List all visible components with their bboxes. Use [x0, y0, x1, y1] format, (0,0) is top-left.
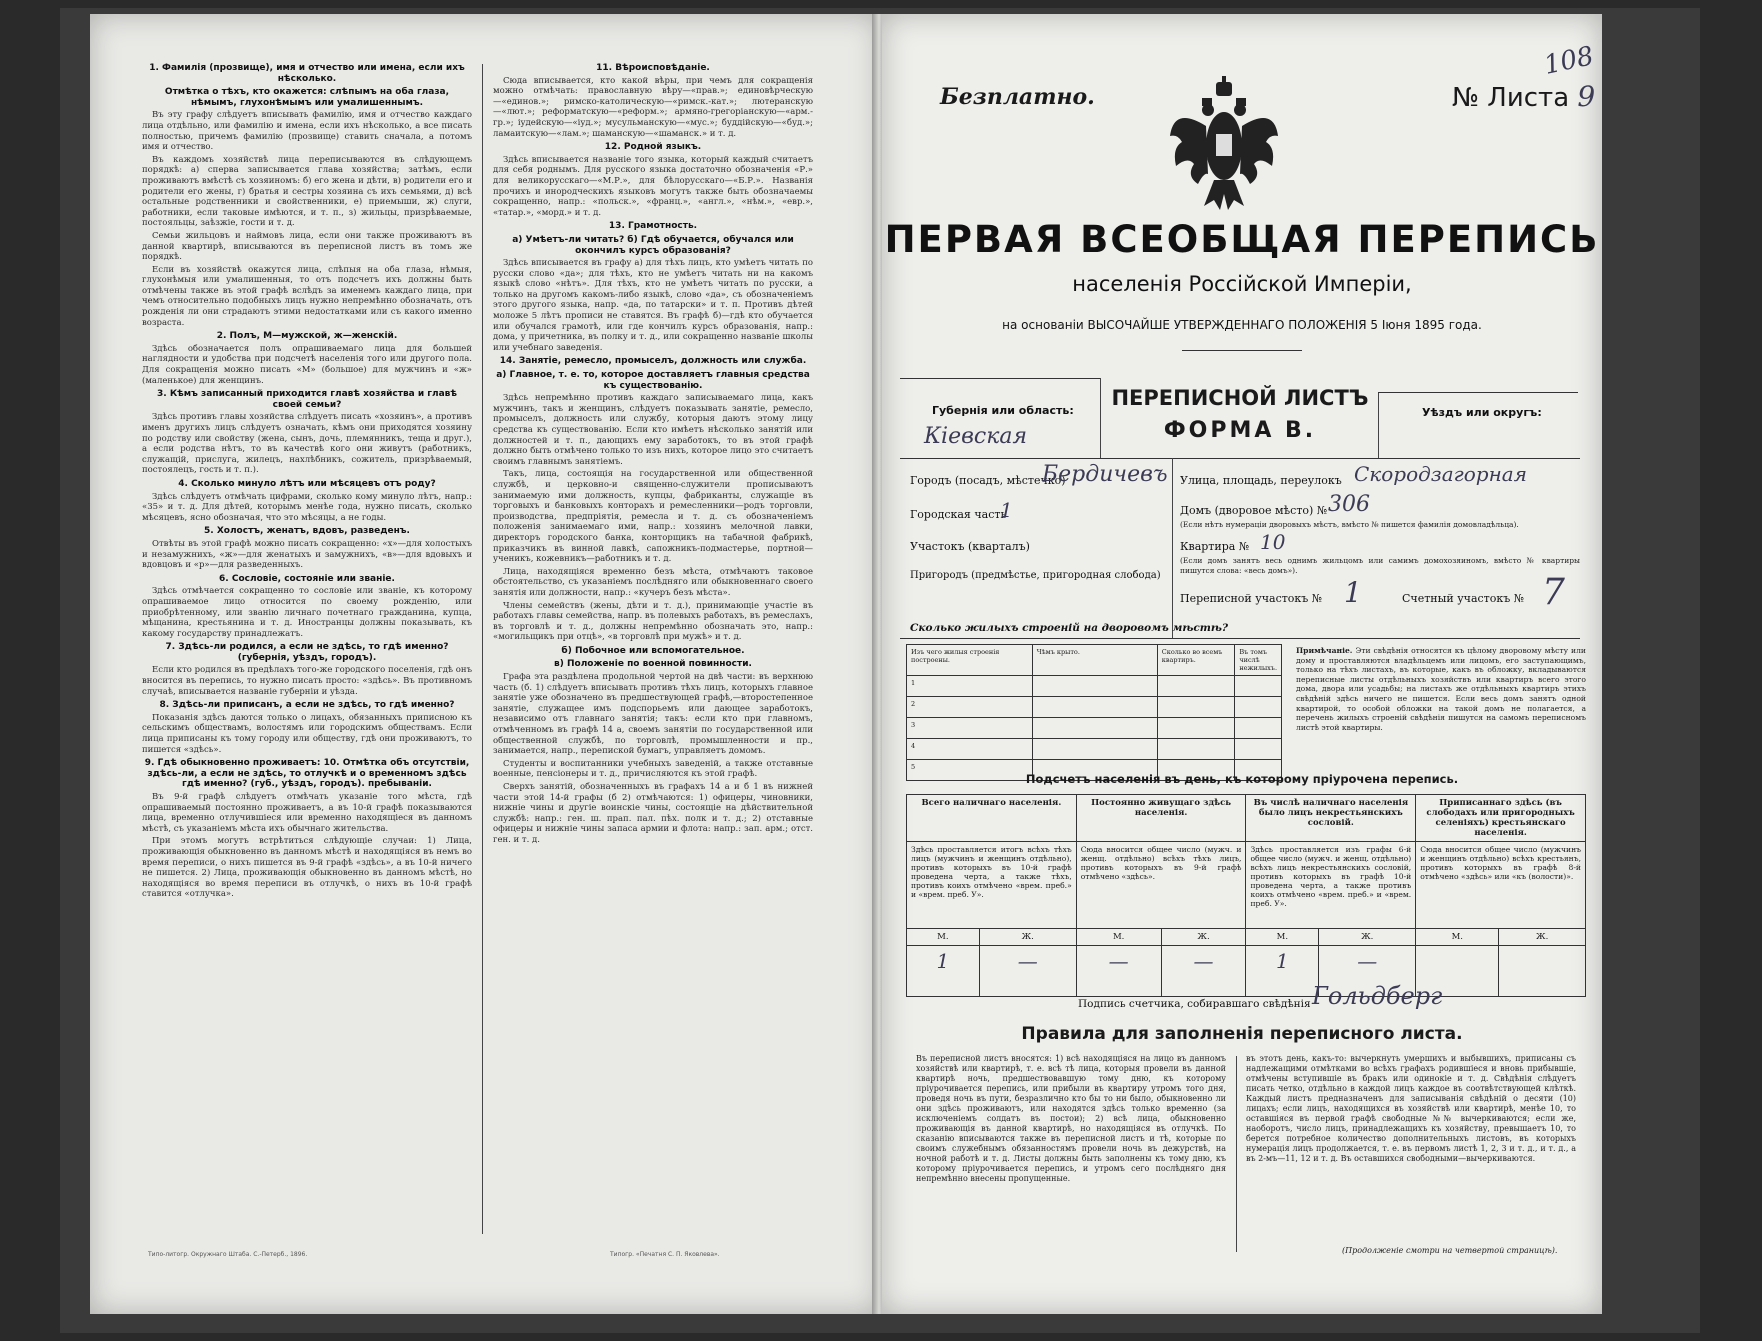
population-title: Подсчетъ населенія въ день, къ которому пріурочена перепись.: [1025, 772, 1459, 786]
paragraph: Здѣсь вписывается въ графу а) для тѣхъ лицъ, кто умѣетъ читать по русски слово «да»; для тѣхъ, кто не умѣетъ читать ни на какомъ языкѣ слово «нѣтъ». Для тѣхъ, кто не умѣетъ читать по русски, а только на другомъ какомъ-либо языкѣ, слово «да», съ обозначеніемъ этого другого языка, напр. «да, по татарски» и т. п. Противъ дѣтей моложе 5 лѣтъ прописи не ставятся. Въ графѣ б)—гдѣ кто обучается или обучался грамотѣ, или где кончилъ курсъ образованія, напр.: дома, у причетника, въ полку и т. д., или сокращенно названіе школы или учебнаго заведенія.: [493, 258, 813, 353]
section-heading: 6. Сословіе, состояніе или званіе.: [219, 573, 395, 584]
paragraph: Если въ хозяйствѣ окажутся лица, слѣпыя на оба глаза, нѣмыя, глухонѣмыя или умалишенныя, то отъ подсчетъ ихъ должны быть отмѣчены также въ этой графѣ вслѣдъ за именемъ каждаго лица, при чемъ относительно подобныхъ лицъ нужно непремѣнно обозначать, отъ рожденія ли они страдаютъ этими недостатками или съ какого именно возраста.: [142, 264, 472, 328]
instructions-column-2: [493, 60, 813, 1240]
census-subtitle: населенія Россійской Имперіи,: [1072, 272, 1412, 296]
house-note: (Если нѣтъ нумераціи дворовыхъ мѣстъ, вмѣсто № пишется фамилія домовладѣльца).: [1180, 520, 1519, 529]
paragraph: Сверхъ занятій, обозначенныхъ въ графахъ 14 а и б 1 въ нижней части этой 14-й графы (б 2) отмѣчаются: 1) офицеры, чиновники, нижніе чины и другіе воинскіе чины, состоящіе на дѣйствительной службѣ: напр.: ген. ш. прап. пал. пѣх. полк и т. д.; 2) отставные офицеры и нижніе чины запаса армии и флота: напр.: зап. арм.; отст. ген. и т. д.: [493, 782, 813, 845]
paragraph: Семьи жильцовъ и наймовъ лица, если они также проживаютъ въ данной квартирѣ, вписываются въ переписной листъ въ томъ же порядкѣ.: [142, 230, 472, 263]
f-label: Ж.: [1499, 929, 1586, 946]
pop-noncrest-f: —: [1319, 946, 1416, 997]
header-bottom-rule: [900, 458, 1580, 459]
table-row: [907, 718, 1282, 739]
table-cell: [1032, 739, 1157, 760]
paragraph: Члены семействъ (жены, дѣти и т. д.), принимающіе участіе въ работахъ главы семейства, напр. въ полевыхъ работахъ, въ ремеслахъ, въ торговлѣ и т. д., должны непремѣнно обозначать это, напр.: «могильщикъ при отцѣ», «в торговлѣ при мужѣ» и т. д.: [493, 600, 813, 643]
address-bottom-rule: [900, 638, 1580, 639]
left-footer-imprint: Типо-литогр. Окружнаго Штаба. С.-Петерб., 1896.: [148, 1251, 308, 1258]
signature-value: Гольдберг: [1312, 982, 1443, 1010]
paragraph: При этомъ могутъ встрѣтиться слѣдующіе случаи: 1) Лица, проживающія обыкновенно въ данномъ мѣстѣ и находящіяся въ немъ во время переписи, о нихъ пишется въ 9-й графѣ «здѣсь», а въ 10-й ничего не пишется. 2) Лица, проживающія обыкновенно въ данномъ мѣстѣ, но находящіяся во время переписи въ отлучкѣ, о нихъ въ 10-й графѣ ставится «отлучка».: [142, 836, 472, 900]
pop-col-crest-desc: Сюда вносится общее число (мужчинъ и женщинъ отдѣльно) всѣхъ крестьянъ, противъ которыхъ въ графѣ 8-й отмѣчено «здѣсь» или «къ (волости)».: [1416, 842, 1586, 929]
street-value: Скородзагорная: [1354, 462, 1527, 486]
apartment-label: Квартира №: [1180, 540, 1250, 553]
section-heading: в) Положеніе по военной повинности.: [554, 659, 752, 670]
address-divider: [1172, 458, 1173, 638]
province-label: Губернія или область:: [932, 404, 1074, 417]
paragraph: Въ эту графу слѣдуетъ вписывать фамилію, имя и отчество каждаго лица отдѣльно, или фамилію и имена, если ихъ нѣсколько, а все писать полностью, причемъ фамилію (прозвище) ставить сначала, а потомъ имя и отчество.: [142, 110, 472, 153]
pop-crest-f: [1499, 946, 1586, 997]
sheet-title: ПЕРЕПИСНОЙ ЛИСТЪ: [1111, 386, 1369, 410]
bld-col-roof: Чѣмъ крыто.: [1032, 645, 1157, 676]
row-number: 4: [907, 739, 1033, 760]
f-label: Ж.: [979, 929, 1076, 946]
city-part-label: Городская часть: [910, 508, 1007, 521]
pop-permanent-m: —: [1076, 946, 1161, 997]
section-heading: 5. Холостъ, женатъ, вдовъ, разведенъ.: [204, 526, 410, 537]
paragraph: Здѣсь обозначается полъ опрашиваемаго лица для большей наглядности и удобства при подсчетѣ населенія того или другого пола. Для сокращенія можно писать «М» (большое) для мужчинъ и «ж» (маленькое) для женщинъ.: [142, 343, 472, 386]
column-divider: [482, 64, 483, 1234]
note-title: Примѣчаніе.: [1296, 646, 1353, 655]
m-label: М.: [907, 929, 980, 946]
double-headed-eagle-icon: [1164, 76, 1284, 216]
street-label: Улица, площадь, переулокъ: [1180, 474, 1342, 487]
pop-permanent-f: —: [1161, 946, 1246, 997]
table-cell: [1032, 718, 1157, 739]
section-heading: б) Побочное или вспомогательное.: [561, 645, 745, 656]
table-cell: [1235, 676, 1282, 697]
city-label: Городъ (посадъ, мѣстечко): [910, 474, 1066, 487]
table-cell: [1157, 697, 1235, 718]
buildings-header-row: [907, 645, 1282, 676]
m-label: М.: [1076, 929, 1161, 946]
rules-left-column: Въ переписной листъ вносятся: 1) всѣ находящіяся на лицо въ данномъ хозяйствѣ или квартирѣ, т. е. всѣ тѣ лица, которыя провели въ данной квартирѣ ночь, предшествовавшую тому дню, къ которому пріурочивается перепись, или прибыли въ квартиру утромъ того дня, проведя ночь въ пути, безразлично кто бы то ни было, обыкновенно ли они здѣсь проживаютъ, или находятся здѣсь только временно (за исключеніемъ солдатъ въ постои); 2) всѣ лица, обыкновенно проживающія въ данной квартирѣ, но находящіяся въ отлучкѣ. По сказанію вписываются также въ переписной листъ и тѣ, которые по своимъ служебнымъ обязанностямъ провели ночь въ дежурствѣ, на ночной работѣ и т. д. Листы должны быть заполнены къ тому дню, къ которому пріурочивается перепись, и утромъ сего послѣдняго дня непремѣнно внесены пропущенные.: [916, 1054, 1226, 1183]
section-heading: 11. Вѣроисповѣданіе.: [596, 63, 710, 73]
rules-divider: [1236, 1056, 1237, 1252]
count-precinct-label: Счетный участокъ №: [1402, 592, 1525, 605]
right-footer-imprint: Типогр. «Печатня С. П. Яковлева».: [610, 1251, 720, 1258]
buildings-table: [906, 644, 1282, 781]
paragraph: Здѣсь непремѣнно противъ каждаго записываемаго лица, какъ мужчинъ, такъ и женщинъ, слѣдуетъ показывать занятіе, ремесло, промыселъ, должность или службу, которыя даютъ этому лицу средства къ существованію. Если кто имѣетъ нѣсколько занятій или должностей и т. п., дающихъ ему заработокъ, то въ этой графѣ должно быть отмѣчено только то изъ нихъ, которое лицо это считаетъ своимъ главнымъ занятіемъ.: [493, 393, 813, 467]
city-value: Бердичевъ: [1042, 462, 1168, 487]
paragraph: Если кто родился въ предѣлахъ того-же городского поселенія, гдѣ онъ вносится въ перепись, то нужно писать просто: «здѣсь». Въ противномъ случаѣ, вписывается названіе губерніи и уѣзда.: [142, 665, 472, 697]
table-cell: [1032, 697, 1157, 718]
row-number: 5: [907, 760, 1033, 781]
table-cell: [1157, 676, 1235, 697]
paragraph: Лица, находящіяся временно безъ мѣста, отмѣчаютъ таковое обстоятельство, съ указаніемъ послѣдняго или обыкновеннаго своего занятія или должности, напр.: «кучеръ безъ мѣста».: [493, 566, 813, 598]
note-text: Эти свѣдѣнія относятся къ цѣлому дворовому мѣсту или дому и проставляются владѣльцемъ или лицомъ, его заступающимъ, только на тѣхъ листахъ, въ которые, какъ въ обложку, вкладываются переписные листы отдѣльныхъ хозяйствъ или квартиръ всего этого дома, двора или усадьбы; на листахъ же отдѣльныхъ квартиръ этихъ свѣдѣній здѣсь ничего не пишется. Если весь домъ занятъ одной квартирой, то особой обложки на такой домъ не полагается, а перечень жилыхъ строеній свѣдѣнія пишутся на самомъ переписномъ листѣ этой квартиры.: [1296, 646, 1586, 732]
pop-noncrest-m: 1: [1246, 946, 1319, 997]
table-cell: [1157, 739, 1235, 760]
continued-note: (Продолженіе смотри на четвертой страницѣ).: [1342, 1246, 1558, 1255]
f-label: Ж.: [1161, 929, 1246, 946]
paragraph: Такъ, лица, состоящія на государственной или общественной службѣ, и церковно-и священно-служители прописываютъ занимаемую ими должность, купцы, фабриканты, служащіе въ торговыхъ и банковыхъ конторахъ и ремесленники—родъ торговли, производства, предпріятія, ремесла и т. д. съ обозначеніемъ положенія занимаемаго ими, напр.: хозяинъ мелочной лавки, директоръ городского банка, конторщикъ на табачной фабрикѣ, приказчикъ въ винной лавкѣ, сапожникъ-подмастерье, портной—ученикъ, кожевникъ—работникъ и т. д.: [493, 469, 813, 565]
apartment-value: 10: [1260, 530, 1286, 554]
section-heading: 7. Здѣсь-ли родился, а если не здѣсь, то гдѣ именно? (губернія, уѣздъ, городъ).: [165, 642, 449, 663]
title-rule: [1182, 350, 1302, 351]
section-heading: а) Умѣетъ-ли читать? б) Гдѣ обучается, обучался или окончилъ курсъ образованія?: [512, 234, 794, 256]
paragraph: Сюда вписывается, кто какой вѣры, при чемъ для сокращенія можно отмѣчать: православную вѣру—«прав.»; единовѣрческую—«единов.»; римско-католическую—«римск.-кат.»; лютеранскую—«лют.»; реформатскую—«реформ.»; армяно-грегоріанскую—«арм.-гр.»; іудейскую—«іуд.»; мусульманскую—«мус.»; буддійскую—«буд.»; ламаитскую—«лам.»; шаманскую—«шаманск.» и т. д.: [493, 75, 813, 139]
buildings-note: [1296, 646, 1586, 732]
section-heading: а) Главное, т. е. то, которое доставляетъ главныя средства къ существованію.: [496, 370, 810, 391]
left-page: [90, 14, 880, 1314]
pop-col-crest-head: Приписаннаго здѣсь (въ слободахъ или пригородныхъ селеніяхъ) крестьянскаго населенія.: [1416, 795, 1586, 842]
section-heading: 12. Родной языкъ.: [604, 142, 702, 153]
form-top-rule-right: [1378, 392, 1578, 393]
paragraph: Здѣсь противъ главы хозяйства слѣдуетъ писать «хозяинъ», а противъ именъ другихъ лицъ слѣдуетъ означать, кѣмъ они приходятся хозяину по родству или свойству (жена, сынъ, дочь, племянникъ, теща и друг.), а если родства нѣтъ, то въ качествѣ кого они живутъ (работникъ, служащій, прислуга, жилецъ, нахлѣбникъ, сожитель, призрѣваемый, постоялецъ, гость и т. п.).: [142, 412, 472, 476]
city-part-value: 1: [1000, 498, 1013, 522]
apartment-note: (Если домъ занятъ весь однимъ жильцомъ или самимъ домохозяиномъ, вмѣсто № квартиры пишутся слова: «весь домъ»).: [1180, 556, 1580, 575]
census-precinct-value: 1: [1344, 576, 1362, 609]
row-number: 1: [907, 676, 1033, 697]
pop-col-noncrest-head: Въ числѣ наличнаго населенія было лицъ некрестьянскихъ сословій.: [1246, 795, 1416, 842]
population-count-table: [906, 794, 1586, 997]
bld-col-nonresidential: Въ томъ числѣ нежилыхъ.: [1235, 645, 1282, 676]
pop-col-total-head: Всего наличнаго населенія.: [907, 795, 1077, 842]
right-page: [882, 14, 1602, 1314]
pop-total-m: 1: [907, 946, 980, 997]
section-heading: 4. Сколько минуло лѣтъ или мѣсяцевъ отъ роду?: [178, 478, 436, 489]
sheet-number-label: № Листа: [1452, 83, 1570, 113]
m-label: М.: [1246, 929, 1319, 946]
rules-right-column: въ этотъ день, какъ-то: вычеркнуть умершихъ и выбывшихъ, приписаны съ надлежащими отмѣтками во всѣхъ графахъ родившіеся и вновь прибывшіе, отмѣчены вступившіе въ бракъ или одинокіе и т. д. Свѣдѣнія слѣдуетъ писать четко, отдѣльно в каждой лицъ каждое въ соотвѣтствующей клѣткѣ. Каждый листъ предназначенъ для записыванія свѣдѣній о десяти (10) лицахъ; если лицъ, находящихся въ хозяйствѣ или квартирѣ, менѣе 10, то оставшіяся въ первой графѣ свободные №№ вычеркиваются; если же, наоборотъ, число лицъ, принадлежащихъ къ хозяйству, превышаетъ 10, то берется потребное количество дополнительныхъ листовъ, въ которыхъ нумерація лицъ продолжается, т. е. въ первомъ листѣ 1, 2, 3 и т. д., и т. д., а въ 2-мъ—11, 12 и т. д. Въ оставшихся свободными—вычеркиваются.: [1246, 1054, 1576, 1163]
paragraph: Здѣсь слѣдуетъ отмѣчать цифрами, сколько кому минуло лѣтъ, напр.: «35» и т. д. Для дѣтей, которымъ менѣе года, нужно писать, сколько мѣсяцевъ, ясно обозначая, что это мѣсяцы, а не годы.: [142, 491, 472, 523]
table-row: [907, 697, 1282, 718]
form-label: ФОРМА В.: [1163, 418, 1317, 443]
paragraph: Въ 9-й графѣ слѣдуетъ отмѣчать указаніе того мѣста, гдѣ опрашиваемый постоянно проживаетъ, а въ 10-й графѣ показываются лица, временно отлучившіеся или временно находящіеся въ данномъ мѣстѣ, съ указаніемъ мѣста ихъ обычнаго жительства.: [142, 792, 472, 834]
pop-col-noncrest-desc: Здѣсь проставляется изъ графы 6-й общее число (мужч. и женщ. отдѣльно) всѣхъ лицъ некрестьянскихъ сословій, противъ которыхъ въ графѣ 10-й проведена черта, а также противъ коихъ отмѣчено «врем. преб.» и «врем. преб. У».: [1246, 842, 1416, 929]
census-title: ПЕРВАЯ ВСЕОБЩАЯ ПЕРЕПИСЬ: [884, 218, 1600, 261]
table-row: [907, 676, 1282, 697]
pop-total-f: —: [979, 946, 1076, 997]
bld-col-material: Изъ чего жилыя строенія построены.: [907, 645, 1033, 676]
section-heading: 9. Гдѣ обыкновенно проживаетъ: 10. Отмѣтка объ отсутствіи, здѣсь-ли, а если не здѣсь, то отлучкѣ и о временномъ здѣсь гдѣ именно? (губ., уѣздъ, городъ). пребываніи.: [144, 758, 470, 790]
table-cell: [1235, 739, 1282, 760]
pop-col-total-desc: Здѣсь проставляется итогъ всѣхъ тѣхъ лицъ (мужчинъ и женщинъ отдѣльно), противъ которыхъ въ 10-й графѣ проведена черта, а также тѣхъ, противъ коихъ отмѣчено «врем. преб.» и «врем. преб. У».: [907, 842, 1077, 929]
table-cell: [1235, 697, 1282, 718]
pop-header-row: [907, 795, 1586, 842]
pop-col-permanent-head: Постоянно живущаго здѣсь населенія.: [1076, 795, 1246, 842]
paragraph: Графа эта раздѣлена продольной чертой на двѣ части: въ верхнюю часть (б. 1) слѣдуетъ вписывать противъ тѣхъ лицъ, которыхъ главное занятіе уже обозначено въ предшествующей графѣ,—второстепенное занятіе, служащее имъ подспорьемъ или дающее заработокъ, независимо отъ главнаго занятія; такъ: если кто при главномъ, отмѣченномъ въ графѣ 14 а, своемъ занятіи по государственной или общественной службѣ, по торговлѣ, промышленности и пр., занимается, напр., перепиской бумагъ, управляетъ домомъ.: [493, 672, 813, 757]
pop-values-row: [907, 946, 1586, 997]
instructions-column-1: [142, 60, 472, 1240]
pop-desc-row: [907, 842, 1586, 929]
rules-title: Правила для заполненія переписного листа.: [1021, 1024, 1463, 1044]
paragraph: Показанія здѣсь даются только о лицахъ, обязанныхъ приписною къ сельскимъ обществамъ, волостямъ или городскимъ обществамъ. Если лица приписаны къ тому городу или обществу, гдѣ они проживаютъ, то пишется «здѣсь».: [142, 712, 472, 755]
signature-label: Подпись счетчика, собиравшаго свѣдѣнія: [1078, 998, 1311, 1010]
section-heading: 2. Полъ, М—мужской, ж—женскій.: [216, 331, 398, 342]
form-left-divider: [1100, 378, 1101, 458]
count-precinct-value: 7: [1542, 572, 1565, 613]
census-basis: на основаніи ВЫСОЧАЙШЕ УТВЕРЖДЕННАГО ПОЛОЖЕНІЯ 5 Іюня 1895 года.: [1002, 318, 1482, 332]
section-heading: 3. Кѣмъ записанный приходится главѣ хозяйства и главѣ своей семьи?: [157, 389, 457, 410]
paragraph: Здѣсь отмѣчается сокращенно то сословіе или званіе, къ которому опрашиваемое лицо относится по своему рожденію, или приобрѣтенному, или званію личнаго почетнаго гражданина, купца, мѣщанина, крестьянина и т. д. Иностранцы должны показывать, къ какому государству принадлежатъ.: [142, 586, 472, 639]
free-label: Безплатно.: [940, 84, 1095, 110]
paragraph: Здѣсь вписывается названіе того языка, который каждый считаетъ для себя роднымъ. Для русского языка достаточно обозначенія «Р.» для великорусскаго—«М.Р.», для бѣлорусскаго—«Б.Р.». Названія прочихъ и инородческихъ языковъ могутъ также быть обозначаемы сокращенно, напр.: «польск.», «франц.», «англ.», «нѣм.», «евр.», «татар.», «морд.» и т. д.: [493, 154, 813, 218]
table-cell: [1157, 718, 1235, 739]
table-row: [907, 739, 1282, 760]
paragraph: Студенты и воспитанники учебныхъ заведеній, а также отставные военные, пенсіонеры и т. д., причисляются къ этой графѣ.: [493, 758, 813, 780]
row-number: 2: [907, 697, 1033, 718]
suburb-label: Пригородъ (предмѣстье, пригородная слобода): [910, 570, 1161, 581]
section-heading: 14. Занятіе, ремесло, промыселъ, должность или служба.: [499, 356, 807, 367]
house-label: Домъ (дворовое мѣсто) №: [1180, 504, 1328, 517]
corner-archive-number: 108: [1541, 41, 1597, 81]
section-heading: 1. Фамилія (прозвище), имя и отчество или имена, если ихъ нѣсколько.: [149, 63, 465, 84]
buildings-question: Сколько жилыхъ строеній на дворовомъ мѣстѣ?: [910, 622, 1229, 634]
form-top-rule: [900, 378, 1100, 379]
bld-col-apartments: Сколько во всемъ квартиръ.: [1157, 645, 1235, 676]
m-label: М.: [1416, 929, 1499, 946]
section-heading: 13. Грамотность.: [608, 221, 698, 232]
precinct-label: Участокъ (кварталъ): [910, 540, 1030, 553]
sheet-number: [1452, 80, 1595, 113]
pop-col-permanent-desc: Сюда вносится общее число (мужч. и женщ. отдѣльно) всѣхъ тѣхъ лицъ, противъ которыхъ въ 9-й графѣ отмѣчено «здѣсь».: [1076, 842, 1246, 929]
province-value: Кіевская: [924, 424, 1028, 449]
paragraph: Въ каждомъ хозяйствѣ лица переписываются въ слѣдующемъ порядкѣ: а) сперва записывается глава хозяйства; затѣмъ, если проживаютъ вмѣстѣ съ хозяиномъ: б) его жена и дѣти, в) родители его и родители его жены, г) братья и сестры хозяина съ ихъ семьями, д) всѣ остальные родственники и свойственники, е) приемыши, ж) слуги, работники, если таковые имѣются, и т. п., з) жильцы, призрѣваемые, постояльцы, заѣзжіе, гости и т. д.: [142, 154, 472, 229]
section-heading: 8. Здѣсь-ли приписанъ, а если не здѣсь, то гдѣ именно?: [159, 700, 455, 711]
house-value: 306: [1328, 492, 1370, 517]
section-heading: Отмѣтка о тѣхъ, кто окажется: слѣпымъ на оба глаза, нѣмымъ, глухонѣмымъ или умалишеннымъ.: [164, 87, 450, 108]
sheet-number-value: 9: [1577, 80, 1596, 113]
table-cell: [1032, 676, 1157, 697]
f-label: Ж.: [1319, 929, 1416, 946]
table-cell: [1235, 718, 1282, 739]
district-label: Уѣздъ или округъ:: [1422, 406, 1542, 419]
paragraph: Отвѣты въ этой графѣ можно писать сокращенно: «х»—для холостыхъ и незамужнихъ, «ж»—для женатыхъ и замужнихъ, «в»—для вдовыхъ и вдовцовъ и «р»—для разведенныхъ.: [142, 538, 472, 571]
census-precinct-label: Переписной участокъ №: [1180, 592, 1323, 605]
pop-sex-row: [907, 929, 1586, 946]
row-number: 3: [907, 718, 1033, 739]
form-right-divider: [1378, 392, 1379, 458]
